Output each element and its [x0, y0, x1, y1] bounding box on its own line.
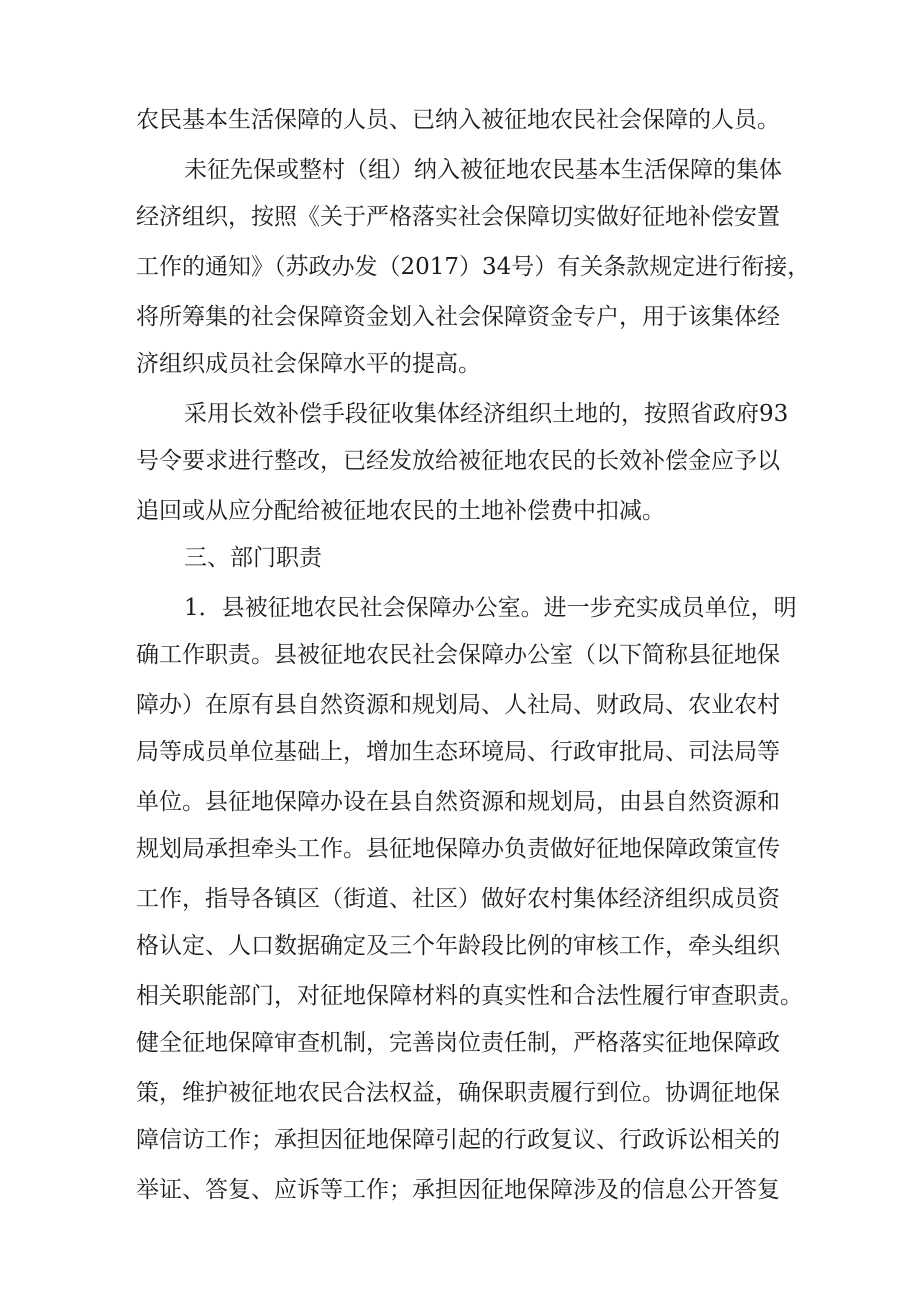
paragraph-start-line: 采用长效补偿手段征收集体经济组织土地的，按照省政府93 — [184, 401, 789, 427]
text-line: 格认定、人口数据确定及三个年龄段比例的审核工作，牵头组织 — [136, 933, 780, 959]
text-line: 经济组织，按照《关于严格落实社会保障切实做好征地补偿安置 — [136, 204, 780, 230]
text-line: 济组织成员社会保障水平的提高。 — [136, 351, 481, 377]
text-line: 单位。县征地保障办设在县自然资源和规划局，由县自然资源和 — [136, 789, 780, 815]
text-line: 工作的通知》（苏政办发（2017）34号）有关条款规定进行衔接， — [136, 254, 811, 280]
section-heading: 三、部门职责 — [184, 545, 322, 571]
text-line: 策，维护被征地农民合法权益，确保职责履行到位。协调征地保 — [136, 1080, 780, 1106]
text-line: 局等成员单位基础上，增加生态环境局、行政审批局、司法局等 — [136, 739, 780, 765]
text-line: 将所筹集的社会保障资金划入社会保障资金专户，用于该集体经 — [136, 304, 780, 330]
text-line: 农民基本生活保障的人员、已纳入被征地农民社会保障的人员。 — [136, 107, 780, 133]
text-line: 追回或从应分配给被征地农民的土地补偿费中扣减。 — [136, 498, 665, 524]
text-line: 健全征地保障审查机制，完善岗位责任制，严格落实征地保障政 — [136, 1030, 780, 1056]
text-line: 号令要求进行整改，已经发放给被征地农民的长效补偿金应予以 — [136, 448, 780, 474]
paragraph-start-line: 未征先保或整村（组）纳入被征地农民基本生活保障的集体 — [184, 157, 782, 183]
text-line: 工作，指导各镇区（街道、社区）做好农村集体经济组织成员资 — [136, 886, 780, 912]
text-line: 障信访工作；承担因征地保障引起的行政复议、行政诉讼相关的 — [136, 1127, 780, 1153]
text-line: 相关职能部门，对征地保障材料的真实性和合法性履行审查职责。 — [136, 983, 803, 1009]
text-line: 规划局承担牵头工作。县征地保障办负责做好征地保障政策宣传 — [136, 836, 780, 862]
text-line: 举证、答复、应诉等工作；承担因征地保障涉及的信息公开答复 — [136, 1177, 780, 1203]
paragraph-start-line: 1．县被征地农民社会保障办公室。进一步充实成员单位，明 — [184, 595, 797, 621]
text-line: 障办）在原有县自然资源和规划局、人社局、财政局、农业农村 — [136, 692, 780, 718]
text-line: 确工作职责。县被征地农民社会保障办公室（以下简称县征地保 — [136, 642, 780, 668]
